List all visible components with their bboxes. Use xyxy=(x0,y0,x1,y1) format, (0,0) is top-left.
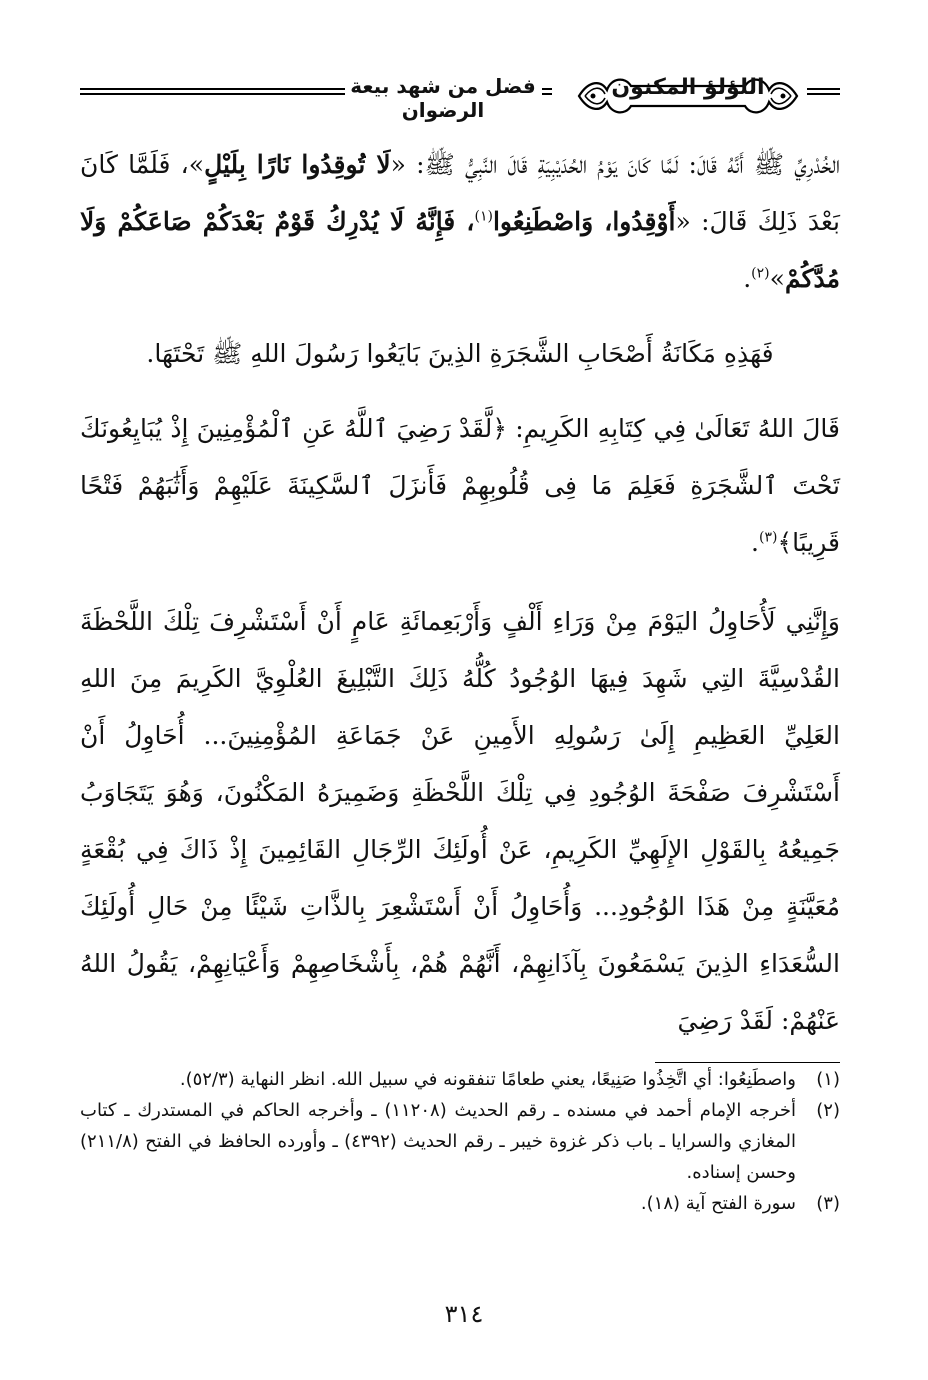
text-run: . xyxy=(751,528,759,557)
text-run: الخُدْرِيِّ ﷺ أَنَّهُ قَالَ: لَمَّا كَانَ يَوْمُ الحُدَيْبِيَةِ قَالَ النَّبِيُّ ﷺ: « xyxy=(390,150,841,179)
paragraph-reflection: وَإِنَّنِي لَأُحَاوِلُ اليَوْمَ مِنْ وَرَاءِ أَلْفٍ وَأَرْبَعِمائَةِ عَامٍ أَنْ أَسْتَشْرِفَ تِلْكَ اللَّحْظَةَ القُدْسِيَّةَ التِي شَهِدَ فِيهَا الوُجُودُ كُلُّهُ ذَلِكَ التَّبْلِيغَ العُلْوِيَّ الكَرِيمَ مِنَ اللهِ العَلِيِّ العَظِيمِ إِلَىٰ رَسُولِهِ الأَمِينِ عَنْ جَمَاعَةِ المُؤْمِنِينَ... أُحَاوِلُ أَنْ أَسْتَشْرِفَ صَفْحَةَ الوُجُودِ فِي تِلْكَ اللَّحْظَةِ وَضَمِيرَهُ المَكْنُونَ، وَهُوَ يَتَجَاوَبُ جَمِيعُهُ بِالقَوْلِ الإِلَهِيِّ الكَرِيمِ، عَنْ أُولَئِكَ الرِّجَالِ القَائِمِينَ إِذْ ذَاكَ فِي بُقْعَةٍ مُعَيَّنَةٍ مِنْ هَذَا الوُجُودِ... وَأُحَاوِلُ أَنْ أَسْتَشْعِرَ بِالذَّاتِ شَيْئًا مِنْ حَالِ أُولَئِكَ السُّعَدَاءِ الذِينَ يَسْمَعُونَ بِآذَانِهِمْ، أَنَّهُمْ هُمْ، بِأَشْخَاصِهِمْ وَأَعْيَانِهِمْ، يَقُولُ اللهُ عَنْهُمْ: لَقَدْ رَضِيَ xyxy=(80,607,840,1035)
header-rule xyxy=(80,93,345,95)
page-number: ٣١٤ xyxy=(444,1300,484,1328)
paragraph-quran xyxy=(80,400,840,571)
footnote-text: أخرجه الإمام أحمد في مسنده ـ رقم الحديث (١١٢٠٨) ـ وأخرجه الحاكم في المستدرك ـ كتاب المغازي والسرايا ـ باب ذكر غزوة خيبر ـ رقم الحديث (٤٣٩٢) ـ وأورده الحافظ في الفتح (٢١١/٨) وحسن إسناده. xyxy=(80,1100,796,1183)
text-run: ﴾ xyxy=(777,528,793,557)
hadith-quote: أَوْقِدُوا، وَاصْطَنِعُوا xyxy=(492,207,676,236)
page-body xyxy=(80,136,840,1049)
footnote-number: (١) xyxy=(816,1069,840,1090)
footnote-item xyxy=(80,1188,840,1219)
footnote-ref[interactable]: (١) xyxy=(474,208,493,225)
paragraph-hadith xyxy=(80,136,840,307)
header-rule xyxy=(80,88,345,90)
footnote-number: (٢) xyxy=(816,1100,840,1121)
hadith-quote: لَا تُوقِدُوا نَارًا بِلَيْلٍ xyxy=(204,150,391,179)
header-rule xyxy=(542,93,552,95)
text-run: »، فَلَمَّا كَانَ بَعْدَ ذَلِكَ قَالَ: « xyxy=(80,150,840,236)
footnote-item xyxy=(80,1064,840,1095)
chapter-title: فضل من شهد بيعة الرضوان xyxy=(350,74,536,122)
footnote-ref[interactable]: (٣) xyxy=(759,529,778,546)
header-rule xyxy=(807,88,840,90)
footnote-text: سورة الفتح آية (١٨). xyxy=(640,1193,796,1214)
footnote-item xyxy=(80,1095,840,1188)
text-run: . xyxy=(743,264,752,293)
header-rule xyxy=(542,88,552,90)
footnote-text: واصطَنِعُوا: أي اتَّخِذُوا صَنِيعًا، يعني طعامًا تنفقونه في سبيل الله. انظر النهاية (٥٢/٣). xyxy=(179,1069,796,1090)
paragraph-centered: فَهَذِهِ مَكَانَةُ أَصْحَابِ الشَّجَرَةِ الذِينَ بَايَعُوا رَسُولَ اللهِ ﷺ تَحْتَهَا. xyxy=(146,339,774,368)
running-header xyxy=(80,52,840,122)
footnotes xyxy=(80,1064,840,1219)
footnote-separator xyxy=(655,1062,840,1063)
text-run: قَالَ اللهُ تَعَالَىٰ فِي كِتَابِهِ الكَرِيمِ: ﴿ xyxy=(492,414,840,443)
book-title: اللؤلؤ المكنون xyxy=(611,75,765,100)
text-run: » xyxy=(769,264,785,293)
footnote-number: (٣) xyxy=(816,1193,840,1214)
hadith-quote: ، فَإِنَّهُ لَا يُدْرِكُ قَوْمٌ بَعْدَكُمْ صَاعَكُمْ وَلَا مُدَّكُمْ xyxy=(80,207,840,293)
header-rule xyxy=(807,93,840,95)
footnote-ref[interactable]: (٢) xyxy=(751,265,770,282)
quran-verse: لَّقَدْ رَضِيَ ٱللَّهُ عَنِ ٱلْمُؤْمِنِينَ إِذْ يُبَايِعُونَكَ تَحْتَ ٱلشَّجَرَةِ فَعَلِمَ مَا فِى قُلُوبِهِمْ فَأَنزَلَ ٱلسَّكِينَةَ عَلَيْهِمْ وَأَثَٰبَهُمْ فَتْحًا قَرِيبًا xyxy=(80,414,840,557)
